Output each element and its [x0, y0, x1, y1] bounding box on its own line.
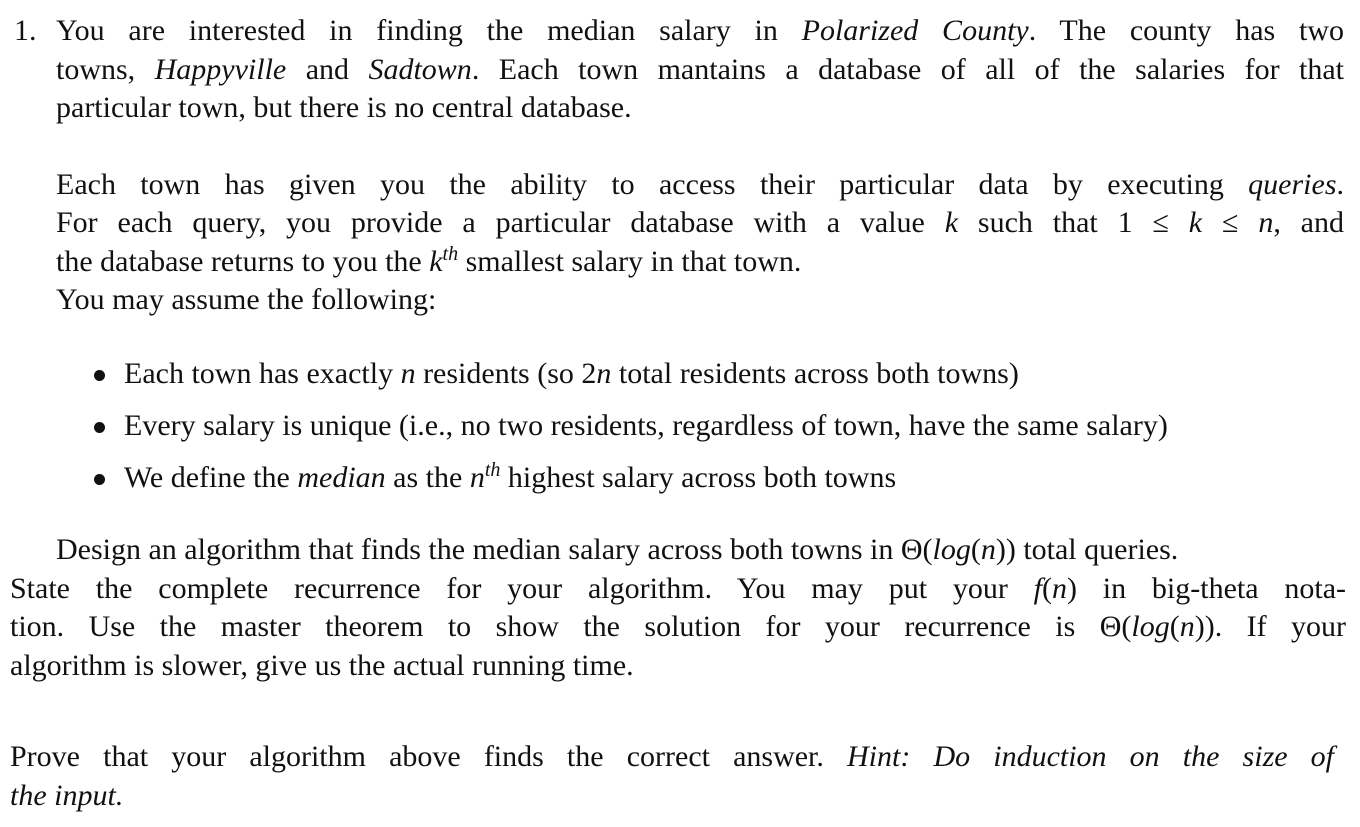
math-superscript-th: th — [484, 459, 501, 481]
hint-text: the input. — [10, 778, 124, 812]
intro-paragraph — [14, 12, 1344, 128]
town-name-2: Sadtown — [368, 52, 472, 86]
bullet-icon — [94, 422, 105, 433]
queries-term: queries — [1248, 167, 1337, 201]
list-item: Every salary is unique (i.e., no two residents, regardless of town, have the same salary) — [86, 407, 1346, 459]
prove-line-2 — [10, 777, 1334, 816]
median-term: median — [297, 461, 386, 494]
math-n: n — [469, 461, 485, 494]
queries-paragraph — [14, 166, 1344, 320]
queries-line-2: For each query, you provide a particular database with a value k such that 1 ≤ k ≤ n, and — [56, 206, 1344, 239]
math-n: n — [400, 357, 416, 390]
intro-line-3: particular town, but there is no central database. — [56, 91, 632, 124]
bullet-icon — [94, 370, 105, 381]
design-line-1: Design an algorithm that finds the median salary across both towns in Θ(log(n)) total queries. — [56, 533, 1179, 566]
problem-1 — [14, 12, 1344, 320]
queries-line-1: Each town has given you the ability to access their particular data by executing queries. — [56, 167, 1344, 201]
math-n: n — [1051, 571, 1067, 605]
prove-line-1: Prove that your algorithm above finds the correct answer. Hint: Do induction on the size of — [10, 740, 1335, 773]
queries-line-3: the database returns to you the $k^{th}$ smallest salary in that town. — [56, 242, 802, 278]
math-log: log — [1131, 610, 1170, 643]
problem-number: 1. — [14, 14, 37, 47]
list-item: We define the median as the $n^{th}$ highest salary across both towns — [86, 459, 1346, 511]
math-k: k — [944, 206, 959, 239]
math-f: f — [1033, 571, 1042, 605]
math-superscript-th: th — [442, 242, 459, 265]
math-k: k — [1188, 206, 1203, 239]
queries-line-4: You may assume the following: — [56, 283, 437, 316]
math-n: n — [1258, 206, 1274, 239]
county-name: Polarized County — [801, 14, 1029, 47]
prove-paragraph — [10, 738, 1334, 815]
math-log: log — [932, 533, 971, 566]
math-n: n — [596, 357, 612, 390]
intro-line-1: You are interested in finding the median salary in Polarized County. The county has two — [56, 14, 1344, 47]
intro-line-2: towns, Happyville and Sadtown. Each town mantains a database of all of the salaries for that — [56, 52, 1344, 86]
math-n: n — [980, 533, 996, 566]
design-line-2: State the complete recurrence for your algorithm. You may put your f(n) in big-theta nota- — [10, 571, 1346, 605]
hint-text: Hint: Do induction on the size of — [847, 740, 1335, 773]
town-name-1: Happyville — [154, 52, 287, 86]
math-k: k — [429, 244, 443, 278]
list-item: Each town has exactly n residents (so 2n total residents across both towns) — [86, 355, 1346, 407]
design-line-3: tion. Use the master theorem to show the solution for your recurrence is Θ(log(n)). If your — [10, 610, 1347, 643]
paragraph-gap — [14, 128, 1344, 166]
math-n: n — [1179, 610, 1195, 643]
design-paragraph — [10, 531, 1346, 685]
bullet-icon — [94, 474, 105, 485]
design-line-4: algorithm is slower, give us the actual running time. — [10, 648, 634, 682]
assumptions-list — [86, 355, 1346, 511]
